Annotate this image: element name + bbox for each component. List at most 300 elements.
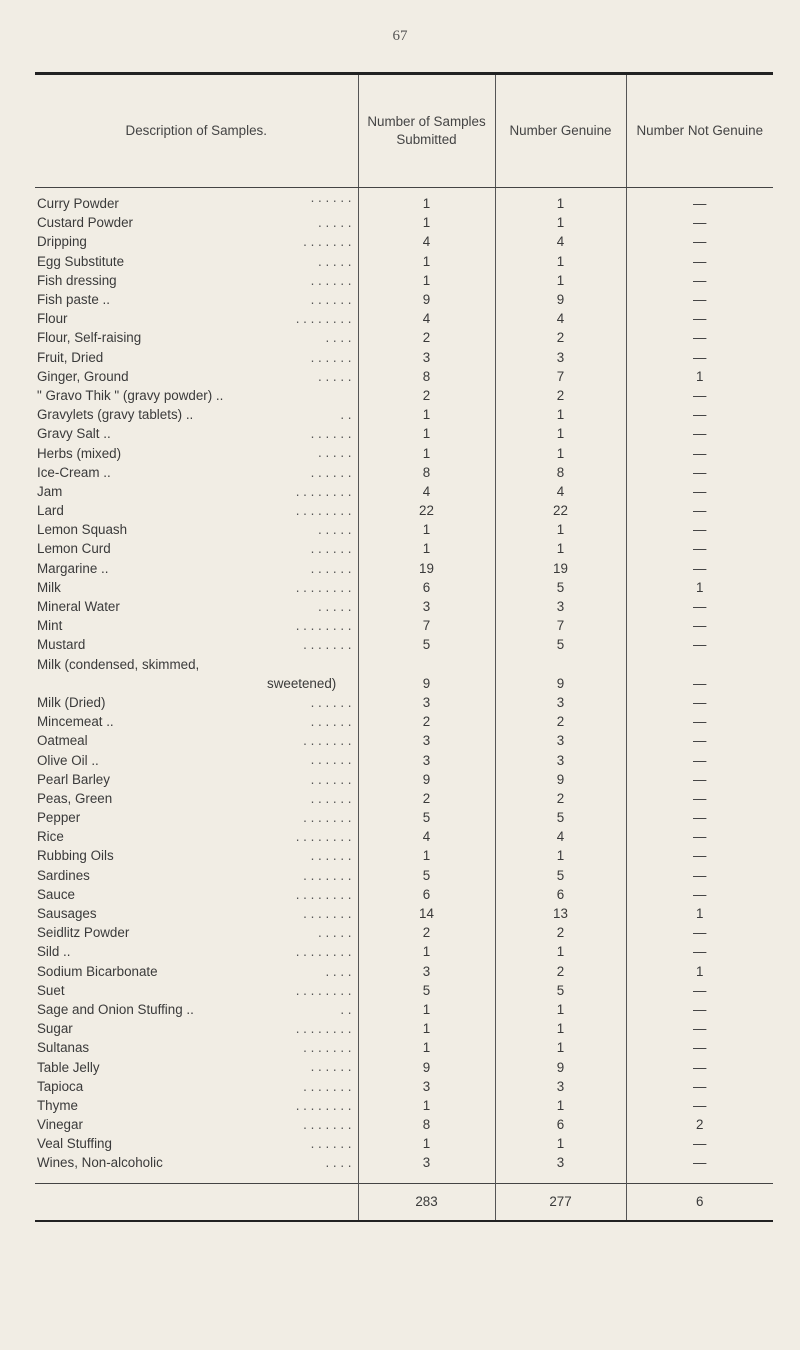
samples-submitted: 5 <box>358 866 495 885</box>
sample-description-text: Custard Powder <box>37 215 134 231</box>
number-genuine: 5 <box>495 578 626 597</box>
samples-submitted: 6 <box>358 578 495 597</box>
sample-description <box>35 559 358 578</box>
dot-leader: . . . . . . . . <box>295 311 352 327</box>
dot-leader: . . . . . . . . <box>295 618 352 634</box>
samples-submitted: 2 <box>358 712 495 731</box>
sample-description-text: Tapioca <box>37 1078 84 1094</box>
table-row <box>35 309 773 328</box>
samples-submitted: 1 <box>358 1000 495 1019</box>
samples-submitted: 6 <box>358 885 495 904</box>
number-not-genuine: 1 <box>626 904 773 923</box>
number-genuine: 5 <box>495 981 626 1000</box>
sample-description <box>35 348 358 367</box>
number-not-genuine: — <box>626 1134 773 1153</box>
number-genuine: 1 <box>495 1038 626 1057</box>
dot-leader: . . . . . <box>318 253 352 269</box>
samples-submitted: 7 <box>358 616 495 635</box>
number-not-genuine: — <box>626 674 773 693</box>
header-description: Description of Samples. <box>35 74 358 188</box>
sample-description-text: Veal Stuffing <box>37 1136 112 1152</box>
number-genuine: 1 <box>495 1000 626 1019</box>
totals-row <box>35 1183 773 1221</box>
samples-submitted: 3 <box>358 597 495 616</box>
sample-description-text: Ginger, Ground <box>37 368 129 384</box>
number-genuine: 4 <box>495 482 626 501</box>
sample-description <box>35 750 358 769</box>
sample-description <box>35 904 358 923</box>
sample-description-text: Mincemeat .. <box>37 714 114 730</box>
sample-description-text: Gravylets (gravy tablets) .. <box>37 407 194 423</box>
table-row <box>35 789 773 808</box>
samples-submitted: 3 <box>358 750 495 769</box>
dot-leader: . . . . . <box>318 215 352 231</box>
number-genuine: 6 <box>495 1115 626 1134</box>
dot-leader: . . <box>340 407 352 423</box>
table-row <box>35 942 773 961</box>
table-row <box>35 904 773 923</box>
dot-leader: . . . . <box>325 1155 352 1171</box>
samples-submitted: 1 <box>358 405 495 424</box>
table-row <box>35 1153 773 1183</box>
table-row <box>35 232 773 251</box>
table-row <box>35 1096 773 1115</box>
sample-description-text: Pepper <box>37 810 81 826</box>
dot-leader: . . . . . . . . <box>295 1097 352 1113</box>
sample-description-text: Peas, Green <box>37 790 113 806</box>
number-not-genuine: — <box>626 885 773 904</box>
samples-submitted: 9 <box>358 1057 495 1076</box>
sample-description-text: Olive Oil .. <box>37 752 99 768</box>
dot-leader: . . . . . . <box>310 464 352 480</box>
number-not-genuine: — <box>626 1077 773 1096</box>
dot-leader: . . . . . . . <box>303 234 352 250</box>
samples-submitted: 1 <box>358 271 495 290</box>
sample-description <box>35 693 358 712</box>
number-not-genuine: — <box>626 482 773 501</box>
sample-description-text: Lard <box>37 503 64 519</box>
total-genuine: 277 <box>495 1183 626 1221</box>
number-not-genuine: — <box>626 271 773 290</box>
dot-leader: . . . . . <box>318 925 352 941</box>
dot-leader: . . . . . <box>318 522 352 538</box>
sample-description-text: Curry Powder <box>37 196 119 212</box>
number-not-genuine: — <box>626 789 773 808</box>
table-row <box>35 252 773 271</box>
sample-description <box>35 539 358 558</box>
number-genuine: 9 <box>495 770 626 789</box>
table-row <box>35 770 773 789</box>
sample-description <box>35 846 358 865</box>
number-not-genuine: — <box>626 1153 773 1183</box>
dot-leader: . . . . . . <box>310 560 352 576</box>
sample-description-text: Rubbing Oils <box>37 848 114 864</box>
sample-description <box>35 309 358 328</box>
sample-description <box>35 674 358 693</box>
samples-submitted: 1 <box>358 942 495 961</box>
sample-description <box>35 635 358 654</box>
number-genuine: 3 <box>495 731 626 750</box>
dot-leader: . . . . . . <box>310 190 352 205</box>
table-row <box>35 885 773 904</box>
sample-description-text: Milk (condensed, skimmed, <box>37 656 200 672</box>
number-not-genuine: — <box>626 808 773 827</box>
samples-submitted: 3 <box>358 1153 495 1183</box>
table-row <box>35 405 773 424</box>
table-row <box>35 443 773 462</box>
samples-submitted: 1 <box>358 443 495 462</box>
samples-submitted: 19 <box>358 559 495 578</box>
number-not-genuine: — <box>626 923 773 942</box>
number-genuine: 1 <box>495 443 626 462</box>
sample-description-text: Sauce <box>37 886 75 902</box>
table-row <box>35 866 773 885</box>
number-not-genuine: — <box>626 770 773 789</box>
sample-description <box>35 1134 358 1153</box>
number-genuine: 3 <box>495 1153 626 1183</box>
dot-leader: . . . . . . . <box>303 810 352 825</box>
sample-description-text: Oatmeal <box>37 733 88 749</box>
sample-description <box>35 981 358 1000</box>
number-not-genuine: — <box>626 520 773 539</box>
table-row <box>35 1057 773 1076</box>
sample-description <box>35 252 358 271</box>
table-row <box>35 962 773 981</box>
sample-description-text: Wines, Non-alcoholic <box>37 1155 163 1171</box>
header-genuine: Number Genuine <box>495 74 626 188</box>
samples-submitted: 4 <box>358 482 495 501</box>
table-row <box>35 348 773 367</box>
sample-description-text: Sugar <box>37 1021 73 1037</box>
number-genuine: 1 <box>495 213 626 232</box>
number-genuine: 3 <box>495 348 626 367</box>
samples-submitted: 5 <box>358 808 495 827</box>
number-not-genuine: — <box>626 424 773 443</box>
table-row <box>35 1077 773 1096</box>
samples-submitted: 2 <box>358 328 495 347</box>
number-not-genuine: 1 <box>626 578 773 597</box>
sample-description-text: Ice-Cream .. <box>37 464 111 480</box>
sample-description <box>35 188 358 214</box>
number-genuine: 7 <box>495 616 626 635</box>
samples-submitted: 3 <box>358 348 495 367</box>
sample-description-text: Sage and Onion Stuffing .. <box>37 1001 194 1017</box>
sample-description <box>35 578 358 597</box>
sample-description <box>35 616 358 635</box>
sample-description-text: Seidlitz Powder <box>37 925 130 941</box>
number-not-genuine: 2 <box>626 1115 773 1134</box>
sample-description-text: Mint <box>37 618 63 634</box>
sample-description <box>35 1038 358 1057</box>
number-not-genuine: — <box>626 188 773 214</box>
sample-description <box>35 463 358 482</box>
dot-leader: . . . . <box>325 963 352 979</box>
table-row <box>35 923 773 942</box>
sample-description-text: Suet <box>37 982 65 998</box>
dot-leader: . . . . . . . <box>303 1078 352 1094</box>
dot-leader: . . . . . . <box>310 1136 352 1152</box>
table-row <box>35 424 773 443</box>
dot-leader: . . . . . . . . <box>295 483 352 499</box>
dot-leader: . . . . . . <box>310 790 352 806</box>
number-not-genuine: — <box>626 386 773 405</box>
table-row <box>35 1019 773 1038</box>
table-row <box>35 328 773 347</box>
number-not-genuine: — <box>626 846 773 865</box>
number-not-genuine: — <box>626 731 773 750</box>
sample-description <box>35 597 358 616</box>
samples-submitted: 1 <box>358 213 495 232</box>
table-row <box>35 731 773 750</box>
number-genuine <box>495 655 626 674</box>
samples-submitted: 1 <box>358 188 495 214</box>
number-genuine: 1 <box>495 1096 626 1115</box>
samples-submitted: 3 <box>358 962 495 981</box>
sample-description-text: Sild .. <box>37 944 71 960</box>
number-not-genuine: — <box>626 942 773 961</box>
number-not-genuine: — <box>626 443 773 462</box>
sample-description-text: Mineral Water <box>37 599 120 615</box>
number-not-genuine: — <box>626 501 773 520</box>
sample-description-text: Fish dressing <box>37 272 117 288</box>
sample-description-text: Dripping <box>37 234 87 250</box>
dot-leader: . . . . . . <box>310 541 352 557</box>
number-genuine: 1 <box>495 520 626 539</box>
sample-description <box>35 1077 358 1096</box>
number-not-genuine: — <box>626 866 773 885</box>
number-genuine: 5 <box>495 866 626 885</box>
sample-description <box>35 770 358 789</box>
number-not-genuine: — <box>626 1057 773 1076</box>
sample-description-text: Sultanas <box>37 1040 90 1056</box>
sample-description-text: " Gravo Thik " (gravy powder) .. <box>37 387 224 403</box>
number-not-genuine: — <box>626 252 773 271</box>
samples-submitted: 1 <box>358 1134 495 1153</box>
dot-leader: . . . . . . <box>310 694 352 710</box>
number-not-genuine: — <box>626 328 773 347</box>
samples-submitted: 9 <box>358 674 495 693</box>
dot-leader: . . . . . . <box>310 272 352 288</box>
number-not-genuine: 1 <box>626 962 773 981</box>
dot-leader: . . . . . <box>318 368 352 384</box>
table-row <box>35 693 773 712</box>
samples-submitted: 2 <box>358 923 495 942</box>
number-genuine: 1 <box>495 252 626 271</box>
header-not-genuine: Number Not Genuine <box>626 74 773 188</box>
dot-leader: . . . . . . . <box>303 867 352 883</box>
number-genuine: 19 <box>495 559 626 578</box>
sample-description-text: sweetened) <box>267 675 337 691</box>
samples-submitted: 8 <box>358 367 495 386</box>
table-row <box>35 750 773 769</box>
dot-leader: . . . . . . <box>310 848 352 864</box>
sample-description-text: Jam <box>37 483 63 499</box>
table-row <box>35 597 773 616</box>
sample-description-text: Sausages <box>37 906 97 922</box>
number-genuine: 2 <box>495 962 626 981</box>
number-genuine: 8 <box>495 463 626 482</box>
sample-description <box>35 731 358 750</box>
number-genuine: 9 <box>495 1057 626 1076</box>
dot-leader: . . . . . . . . <box>295 982 352 998</box>
number-not-genuine: — <box>626 559 773 578</box>
number-not-genuine: — <box>626 827 773 846</box>
samples-submitted: 1 <box>358 1038 495 1057</box>
dot-leader: . . . . . . . . <box>295 944 352 960</box>
table-row <box>35 578 773 597</box>
number-not-genuine: — <box>626 348 773 367</box>
table-row <box>35 616 773 635</box>
sample-description-text: Lemon Curd <box>37 541 111 557</box>
sample-description-text: Margarine .. <box>37 560 109 576</box>
number-genuine: 3 <box>495 693 626 712</box>
table-row <box>35 674 773 693</box>
sample-description <box>35 443 358 462</box>
samples-submitted: 1 <box>358 424 495 443</box>
dot-leader: . . . . . . . <box>303 733 352 749</box>
sample-description <box>35 827 358 846</box>
number-not-genuine: — <box>626 232 773 251</box>
number-genuine: 4 <box>495 309 626 328</box>
total-submitted: 283 <box>358 1183 495 1221</box>
dot-leader: . . . . . . <box>310 1059 352 1075</box>
header-submitted: Number of Samples Submitted <box>358 74 495 188</box>
number-genuine: 1 <box>495 1019 626 1038</box>
samples-submitted: 2 <box>358 789 495 808</box>
table-row <box>35 559 773 578</box>
dot-leader: . . . . . <box>318 445 352 461</box>
dot-leader: . . . . . . . . <box>295 829 352 845</box>
samples-submitted: 1 <box>358 252 495 271</box>
number-genuine: 1 <box>495 405 626 424</box>
sample-description-text: Rice <box>37 829 64 845</box>
number-genuine: 1 <box>495 942 626 961</box>
table-row <box>35 712 773 731</box>
sample-description <box>35 328 358 347</box>
number-not-genuine: — <box>626 1019 773 1038</box>
number-genuine: 1 <box>495 846 626 865</box>
dot-leader: . . . . . . . . <box>295 503 352 518</box>
sample-description <box>35 655 358 674</box>
sample-description-text: Milk <box>37 579 61 595</box>
table-row <box>35 290 773 309</box>
sample-description-text: Lemon Squash <box>37 522 128 538</box>
table-row <box>35 501 773 520</box>
sample-description <box>35 1153 358 1183</box>
number-not-genuine: — <box>626 290 773 309</box>
totals-label <box>35 1183 358 1221</box>
number-genuine: 1 <box>495 1134 626 1153</box>
table-row <box>35 635 773 654</box>
dot-leader: . . . . . . . <box>303 637 352 653</box>
table-header <box>35 74 773 188</box>
dot-leader: . . . . . . <box>310 349 352 365</box>
sample-description-text: Sardines <box>37 867 90 883</box>
sample-description-text: Flour <box>37 311 68 327</box>
table-row <box>35 808 773 827</box>
number-genuine: 2 <box>495 712 626 731</box>
samples-submitted: 1 <box>358 539 495 558</box>
samples-submitted: 4 <box>358 827 495 846</box>
number-genuine: 7 <box>495 367 626 386</box>
samples-table <box>35 72 773 1222</box>
number-not-genuine: — <box>626 750 773 769</box>
sample-description <box>35 1096 358 1115</box>
sample-description <box>35 405 358 424</box>
number-genuine: 2 <box>495 386 626 405</box>
number-not-genuine: — <box>626 213 773 232</box>
sample-description <box>35 501 358 520</box>
sample-description-text: Sodium Bicarbonate <box>37 963 158 979</box>
sample-description <box>35 1019 358 1038</box>
samples-submitted: 4 <box>358 232 495 251</box>
number-genuine: 1 <box>495 188 626 214</box>
number-genuine: 4 <box>495 232 626 251</box>
table-row <box>35 846 773 865</box>
sample-description-text: Milk (Dried) <box>37 694 106 710</box>
dot-leader: . . . . . . <box>310 752 352 768</box>
dot-leader: . . . . . . . <box>303 905 352 921</box>
sample-description <box>35 923 358 942</box>
number-genuine: 3 <box>495 750 626 769</box>
dot-leader: . . . . . . . . <box>295 579 352 595</box>
number-genuine: 9 <box>495 674 626 693</box>
number-genuine: 5 <box>495 635 626 654</box>
number-genuine: 2 <box>495 789 626 808</box>
table-row <box>35 1000 773 1019</box>
number-genuine: 3 <box>495 1077 626 1096</box>
table-row <box>35 1134 773 1153</box>
sample-description-text: Egg Substitute <box>37 253 125 269</box>
samples-submitted: 9 <box>358 290 495 309</box>
number-not-genuine: 1 <box>626 367 773 386</box>
samples-submitted: 3 <box>358 1077 495 1096</box>
sample-description <box>35 424 358 443</box>
sample-description <box>35 1000 358 1019</box>
table-body <box>35 188 773 1184</box>
samples-submitted: 5 <box>358 635 495 654</box>
number-not-genuine <box>626 655 773 674</box>
table-row <box>35 188 773 214</box>
sample-description <box>35 271 358 290</box>
table-row <box>35 386 773 405</box>
number-not-genuine: — <box>626 981 773 1000</box>
dot-leader: . . . . . . . <box>303 1040 352 1056</box>
samples-submitted: 8 <box>358 463 495 482</box>
number-genuine: 1 <box>495 424 626 443</box>
number-genuine: 2 <box>495 328 626 347</box>
number-genuine: 1 <box>495 271 626 290</box>
number-genuine: 6 <box>495 885 626 904</box>
table-row <box>35 1115 773 1134</box>
dot-leader: . . . . . <box>318 598 352 614</box>
number-not-genuine: — <box>626 616 773 635</box>
dot-leader: . . . . . . <box>310 714 352 730</box>
number-not-genuine: — <box>626 712 773 731</box>
table-row <box>35 1038 773 1057</box>
sample-description-text: Fish paste .. <box>37 292 110 308</box>
number-not-genuine: — <box>626 309 773 328</box>
sample-description <box>35 367 358 386</box>
dot-leader: . . <box>340 1001 352 1017</box>
number-not-genuine: — <box>626 1000 773 1019</box>
sample-description <box>35 942 358 961</box>
sample-description <box>35 290 358 309</box>
table-row <box>35 520 773 539</box>
table-row <box>35 271 773 290</box>
sample-description <box>35 789 358 808</box>
number-genuine: 22 <box>495 501 626 520</box>
